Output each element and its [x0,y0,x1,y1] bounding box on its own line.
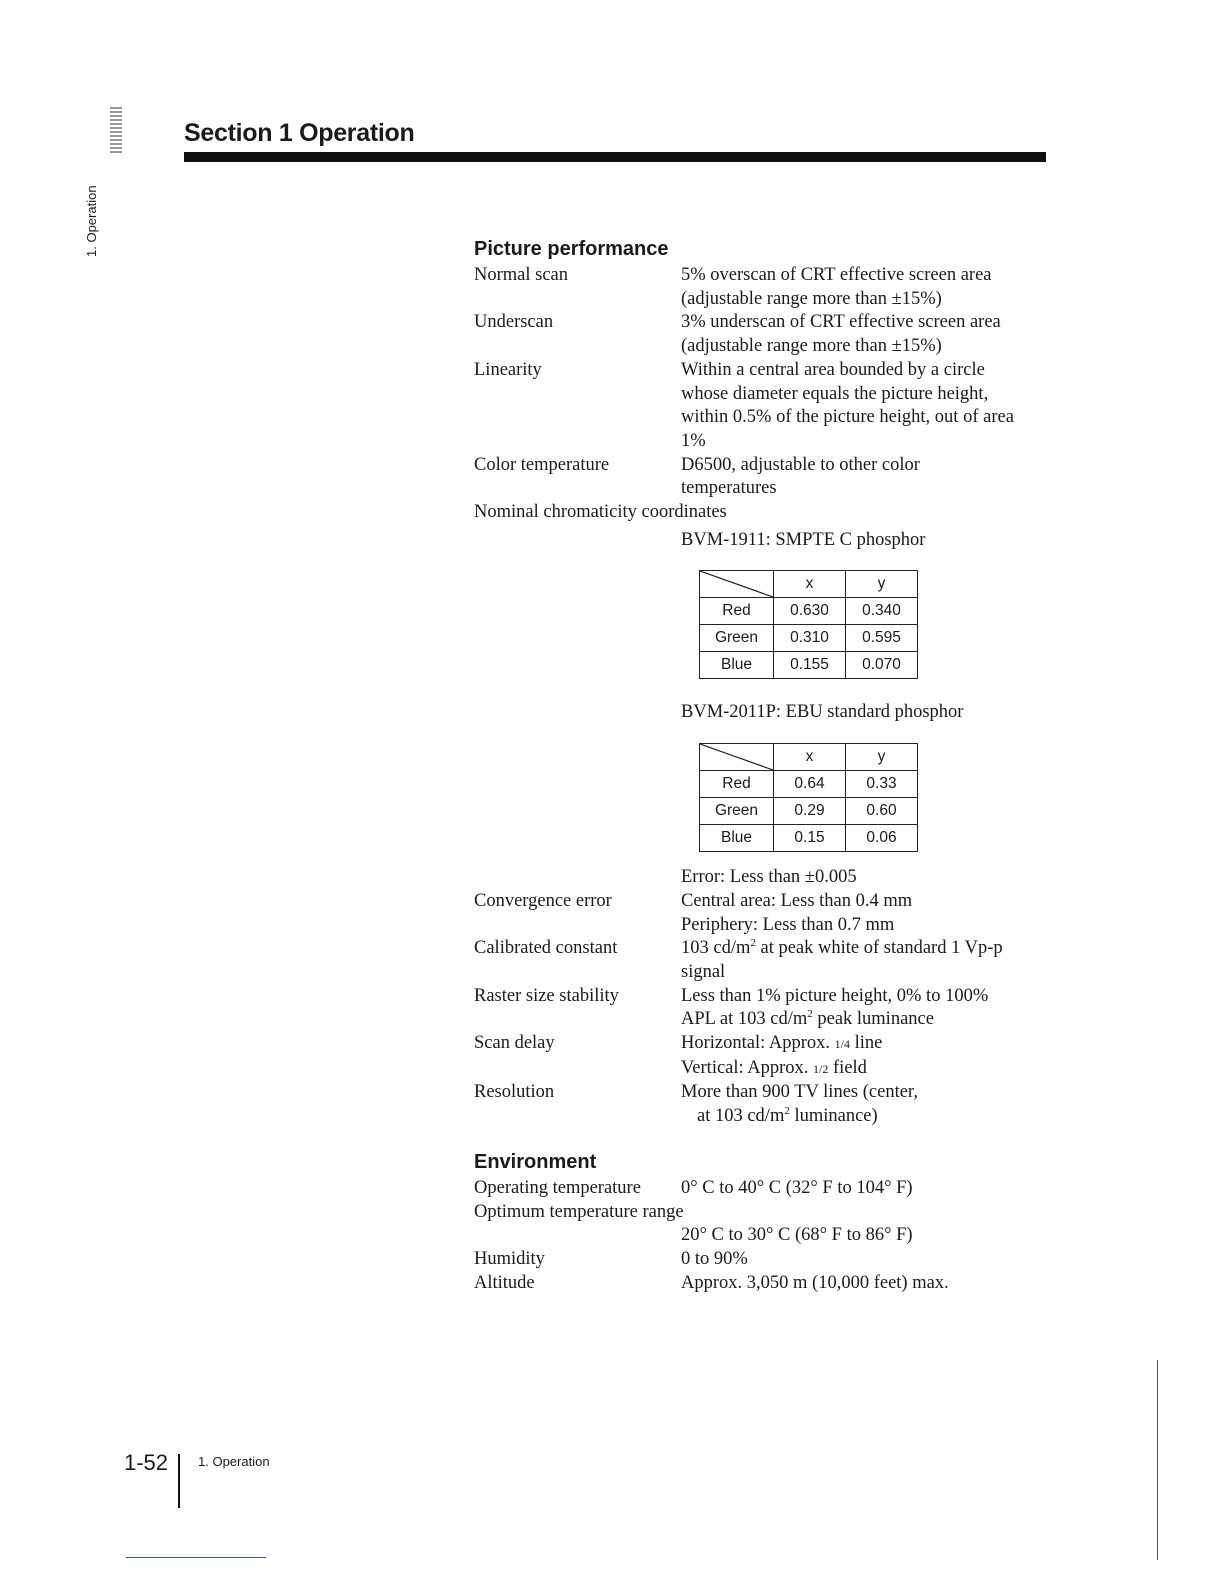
spec-label: Resolution [474,1082,555,1103]
spec-row-normal-scan [474,264,1074,311]
spec-row-raster [474,985,1074,1032]
spec-value: Approx. 3,050 m (10,000 feet) max. [681,1272,949,1293]
footer-section-label: 1. Operation [198,1454,270,1469]
table-row [700,771,918,798]
spec-label: Humidity [474,1248,545,1269]
table-corner [700,571,774,598]
table-cell: 0.340 [846,598,918,625]
footer-divider [178,1454,180,1508]
spec-value [681,454,1051,501]
spec-value-line: Central area: Less than 0.4 mm [681,890,913,911]
spec-value-line [681,1032,1051,1057]
table-row [700,625,918,652]
table1-caption: BVM-1911: SMPTE C phosphor [681,529,926,550]
spec-value-line: whose diameter equals the picture height, [681,383,989,404]
table-cell: Green [700,798,774,825]
page-number: 1-52 [124,1450,169,1475]
spec-label: Color temperature [474,454,610,475]
spec-label: Altitude [474,1272,535,1293]
spec-value [681,985,1051,1032]
spec-value-line: 5% overscan of CRT effective screen area [681,265,992,285]
section-rule [184,152,1046,162]
side-tab-marker [110,106,122,156]
spec-value-line: (adjustable range more than ±15%) [681,336,942,357]
table-cell: 0.60 [846,798,918,825]
spec-value-line: Periphery: Less than 0.7 mm [681,914,895,935]
spec-label: Scan delay [474,1033,555,1054]
fraction: 1/2 [813,1061,829,1076]
table-cell: 0.310 [774,625,846,652]
spec-label: Calibrated constant [474,938,618,959]
table-cell: Green [700,625,774,652]
spec-value-line [681,937,1051,961]
chromaticity-table-2 [699,743,918,852]
spec-value-line: signal [681,961,726,982]
spec-value [681,1032,1051,1081]
optimum-temp-value: 20° C to 30° C (68° F to 86° F) [681,1225,913,1246]
spec-row-humidity [474,1248,1074,1272]
spec-value [681,1081,1051,1128]
spec-value-line [681,1105,1051,1129]
spec-row-underscan [474,311,1074,358]
text: at peak white of standard 1 Vp-p [755,938,1003,959]
spec-label: Operating temperature [474,1177,641,1198]
environment-heading: Environment [474,1150,597,1173]
table-cell: 0.070 [846,652,918,679]
spec-label: Normal scan [474,265,569,285]
table-cell: 0.33 [846,771,918,798]
spec-row-operating-temp [474,1177,1074,1201]
section-title: Section 1 Operation [184,119,415,147]
spec-row-scan-delay [474,1032,1074,1081]
spec-content [474,236,1074,1295]
spec-value-line: D6500, adjustable to other color [681,454,920,475]
table-cell: Blue [700,652,774,679]
spec-value [681,311,1051,358]
spec-row-color-temperature [474,454,1074,501]
table-row [700,598,918,625]
table-header: y [846,571,918,598]
spec-value [681,890,1051,937]
side-tab-label: 1. Operation [84,185,99,257]
spec-row-altitude [474,1272,1074,1296]
spec-row-linearity [474,359,1074,454]
table-corner [700,744,774,771]
text: at 103 cd/m [697,1106,785,1127]
footer-rule [126,1557,266,1558]
spec-value-line: (adjustable range more than ±15%) [681,288,942,309]
spec-row-resolution [474,1081,1074,1128]
table-row [700,652,918,679]
spec-value-line: More than 900 TV lines (center, [681,1082,918,1103]
table-header: x [774,744,846,771]
text: field [828,1057,867,1078]
table-cell: 0.595 [846,625,918,652]
optimum-temp-label: Optimum temperature range [474,1201,684,1222]
table-cell: 0.29 [774,798,846,825]
table-cell: Blue [700,825,774,852]
table-cell: 0.64 [774,771,846,798]
text: peak luminance [812,1009,934,1030]
table-cell: 0.06 [846,825,918,852]
spec-value-line: within 0.5% of the picture height, out of area [681,407,1014,428]
superscript: 2 [784,1105,790,1118]
spec-value-line: 3% underscan of CRT effective screen area [681,312,1001,333]
table-cell: Red [700,598,774,625]
spec-row-calibrated [474,937,1074,984]
error-line: Error: Less than ±0.005 [681,867,857,888]
table-cell: Red [700,771,774,798]
superscript: 2 [807,1008,813,1021]
fraction: 1/4 [834,1037,850,1052]
spec-value-line: Less than 1% picture height, 0% to 100% [681,985,989,1006]
superscript: 2 [750,937,756,950]
spec-value-line [681,1008,1051,1032]
table2-caption: BVM-2011P: EBU standard phosphor [681,702,964,723]
spec-value-line: Within a central area bounded by a circle [681,359,985,380]
text: line [849,1033,883,1054]
spec-value-line: 1% [681,430,706,451]
text: APL at 103 cd/m [681,1009,808,1030]
spec-label: Convergence error [474,890,612,911]
chromaticity-label: Nominal chromaticity coordinates [474,502,727,523]
spec-value [681,937,1051,984]
spec-value: 0 to 90% [681,1248,748,1269]
text: 103 cd/m [681,938,751,959]
spec-value: 0° C to 40° C (32° F to 104° F) [681,1177,913,1198]
table-header: x [774,571,846,598]
spec-label: Underscan [474,312,554,333]
spec-value [681,264,1051,311]
spec-label: Raster size stability [474,985,619,1006]
table-row [700,798,918,825]
table-cell: 0.155 [774,652,846,679]
table-cell: 0.15 [774,825,846,852]
page-edge-line [1157,1360,1158,1560]
table-header: y [846,744,918,771]
spec-row-convergence [474,890,1074,937]
spec-value [681,359,1051,454]
chromaticity-table-1 [699,570,918,679]
text: luminance) [789,1106,878,1127]
spec-value-line: temperatures [681,478,777,499]
picture-performance-heading: Picture performance [474,238,669,260]
table-row [700,825,918,852]
table-cell: 0.630 [774,598,846,625]
text: Vertical: Approx. [681,1057,814,1078]
spec-label: Linearity [474,359,542,380]
text: Horizontal: Approx. [681,1033,835,1054]
spec-value-line [681,1057,1051,1082]
